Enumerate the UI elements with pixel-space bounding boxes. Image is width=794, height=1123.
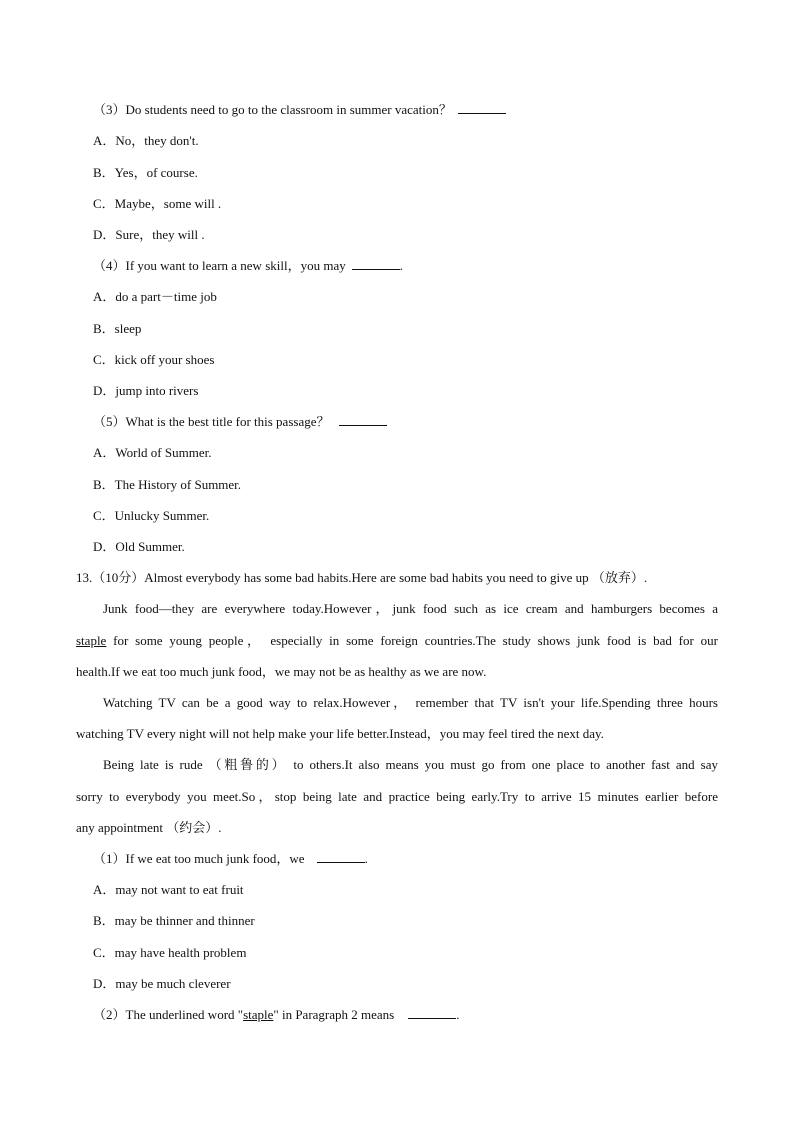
answer-blank[interactable] xyxy=(339,414,387,426)
q3-option-a: A．No，they don't. xyxy=(93,133,199,148)
q5-option-a: A．World of Summer. xyxy=(93,445,212,460)
passage-p1-line3: health.If we eat too much junk food，we may not be as healthy as we are now. xyxy=(76,664,487,679)
q13-sub1-option-a: A．may not want to eat fruit xyxy=(93,882,244,897)
q13-sub1-option-d: D．may be much cleverer xyxy=(93,976,231,991)
answer-blank[interactable] xyxy=(317,851,365,863)
passage-p2-line1: Watching TV can be a good way to relax.However， remember that TV isn't your life.Spending three hours xyxy=(103,695,718,710)
q5-option-d: D．Old Summer. xyxy=(93,539,185,554)
q3-option-d: D．Sure，they will . xyxy=(93,227,205,242)
passage-p1-line2: staple for some young people， especially in some foreign countries.The study shows junk food is bad for our xyxy=(76,633,718,648)
q3-option-c: C．Maybe，some will . xyxy=(93,196,222,211)
q4-option-d: D．jump into rivers xyxy=(93,383,199,398)
q4-option-a: A．do a part－time job xyxy=(93,289,217,304)
passage-p3-line3: any appointment （约会）. xyxy=(76,820,222,835)
q13-sub1-stem: （1）If we eat too much junk food，we . xyxy=(93,851,368,866)
answer-blank[interactable] xyxy=(352,258,400,270)
question-13-header: 13.（10分）Almost everybody has some bad habits.Here are some bad habits you need to give up （放弃）. xyxy=(76,570,648,585)
underlined-word: staple xyxy=(243,1007,274,1022)
q13-sub2-stem: （2）The underlined word "staple" in Paragraph 2 means . xyxy=(93,1007,460,1022)
passage-p3-line2: sorry to everybody you meet.So，stop being late and practice being early.Try to arrive 15 minutes earlier before xyxy=(76,789,718,804)
passage-p2-line2: watching TV every night will not help make your life better.Instead，you may feel tired the next day. xyxy=(76,726,604,741)
q5-option-b: B．The History of Summer. xyxy=(93,477,242,492)
q5-option-c: C．Unlucky Summer. xyxy=(93,508,210,523)
underlined-word: staple xyxy=(76,633,107,648)
q13-sub1-option-c: C．may have health problem xyxy=(93,945,247,960)
passage-p3-line1: Being late is rude （粗鲁的） to others.It also means you must go from one place to another fast and say xyxy=(103,757,718,772)
question-3-stem: （3）Do students need to go to the classroom in summer vacation？ xyxy=(93,102,506,118)
question-4-stem: （4）If you want to learn a new skill，you may . xyxy=(93,258,403,273)
q3-option-b: B．Yes，of course. xyxy=(93,165,198,180)
q4-option-b: B．sleep xyxy=(93,321,142,336)
question-5-stem: （5）What is the best title for this passage？ xyxy=(93,414,387,430)
answer-blank[interactable] xyxy=(408,1007,456,1019)
answer-blank[interactable] xyxy=(458,102,506,114)
q13-sub1-option-b: B．may be thinner and thinner xyxy=(93,913,255,928)
q4-option-c: C．kick off your shoes xyxy=(93,352,215,367)
passage-p1-line1: Junk food—they are everywhere today.However，junk food such as ice cream and hamburgers becomes a xyxy=(103,601,718,616)
